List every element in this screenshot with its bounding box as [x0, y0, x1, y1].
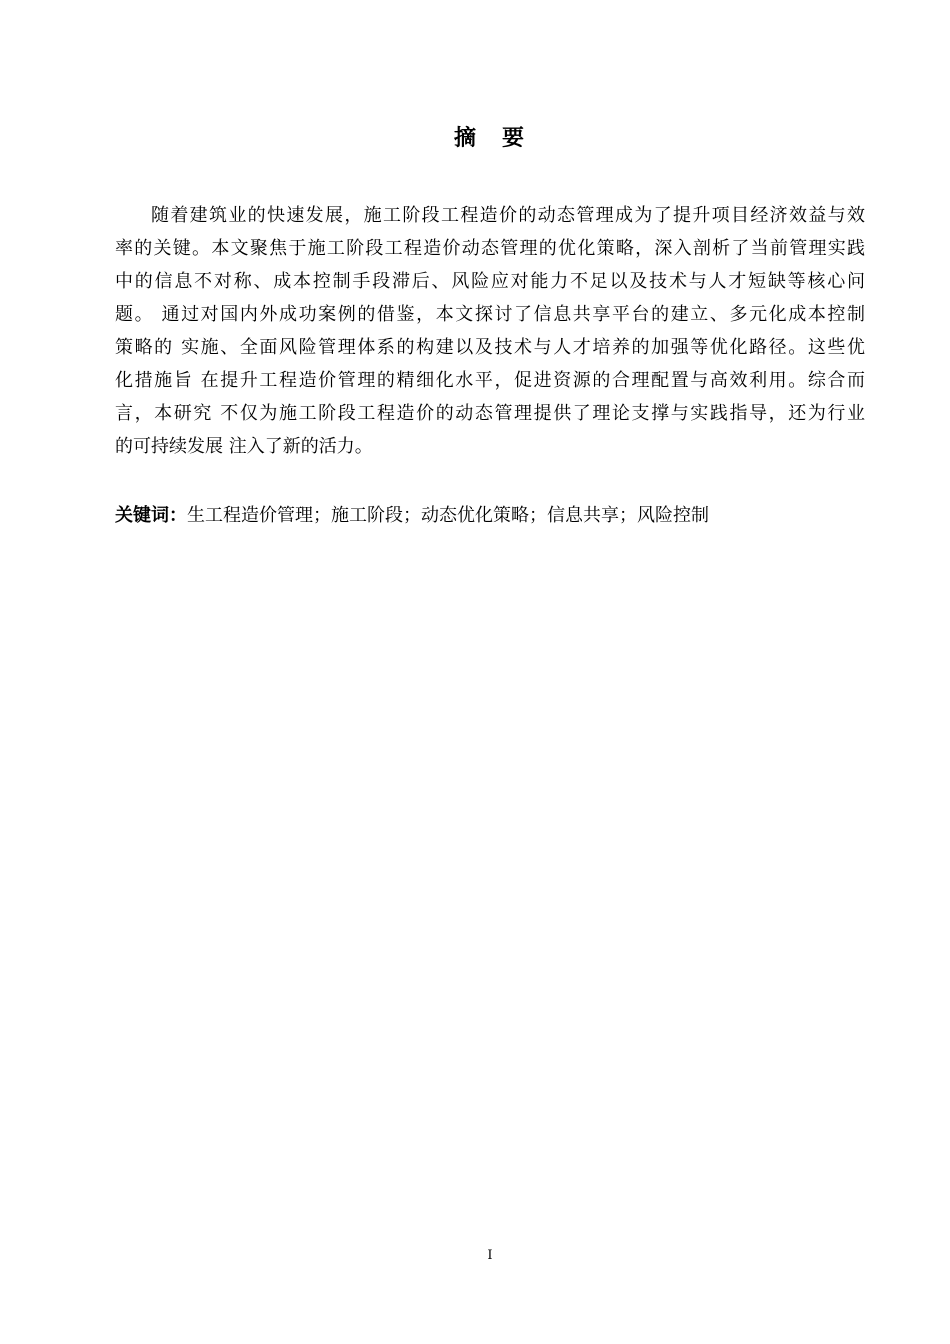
abstract-line: 中的信息不对称、成本控制手段滞后、风险应对能力不足以及技术与人才短缺等核心问: [115, 271, 865, 292]
abstract-line: 化措施旨 在提升工程造价管理的精细化水平，促进资源的合理配置与高效利用。综合而: [115, 370, 865, 391]
keywords-line: [115, 499, 865, 532]
abstract-line: 言，本研究 不仅为施工阶段工程造价的动态管理提供了理论支撑与实践指导，还为行业: [115, 403, 865, 424]
abstract-line: 随着建筑业的快速发展，施工阶段工程造价的动态管理成为了提升项目经济效益与效: [151, 205, 865, 226]
abstract-body: [115, 199, 865, 463]
abstract-line: 率的关键。本文聚焦于施工阶段工程造价动态管理的优化策略，深入剖析了当前管理实践: [115, 238, 865, 259]
abstract-line: 的可持续发展 注入了新的活力。: [115, 436, 373, 457]
keywords-label: 关键词：: [115, 505, 187, 526]
page-number: I: [487, 1248, 493, 1263]
abstract-line: 策略的 实施、全面风险管理体系的构建以及技术与人才培养的加强等优化路径。这些优: [115, 337, 865, 358]
abstract-title: 摘 要: [453, 125, 526, 151]
abstract-line: 题。 通过对国内外成功案例的借鉴，本文探讨了信息共享平台的建立、多元化成本控制: [115, 304, 865, 325]
keywords-text: 生工程造价管理；施工阶段；动态优化策略；信息共享；风险控制: [187, 505, 709, 526]
